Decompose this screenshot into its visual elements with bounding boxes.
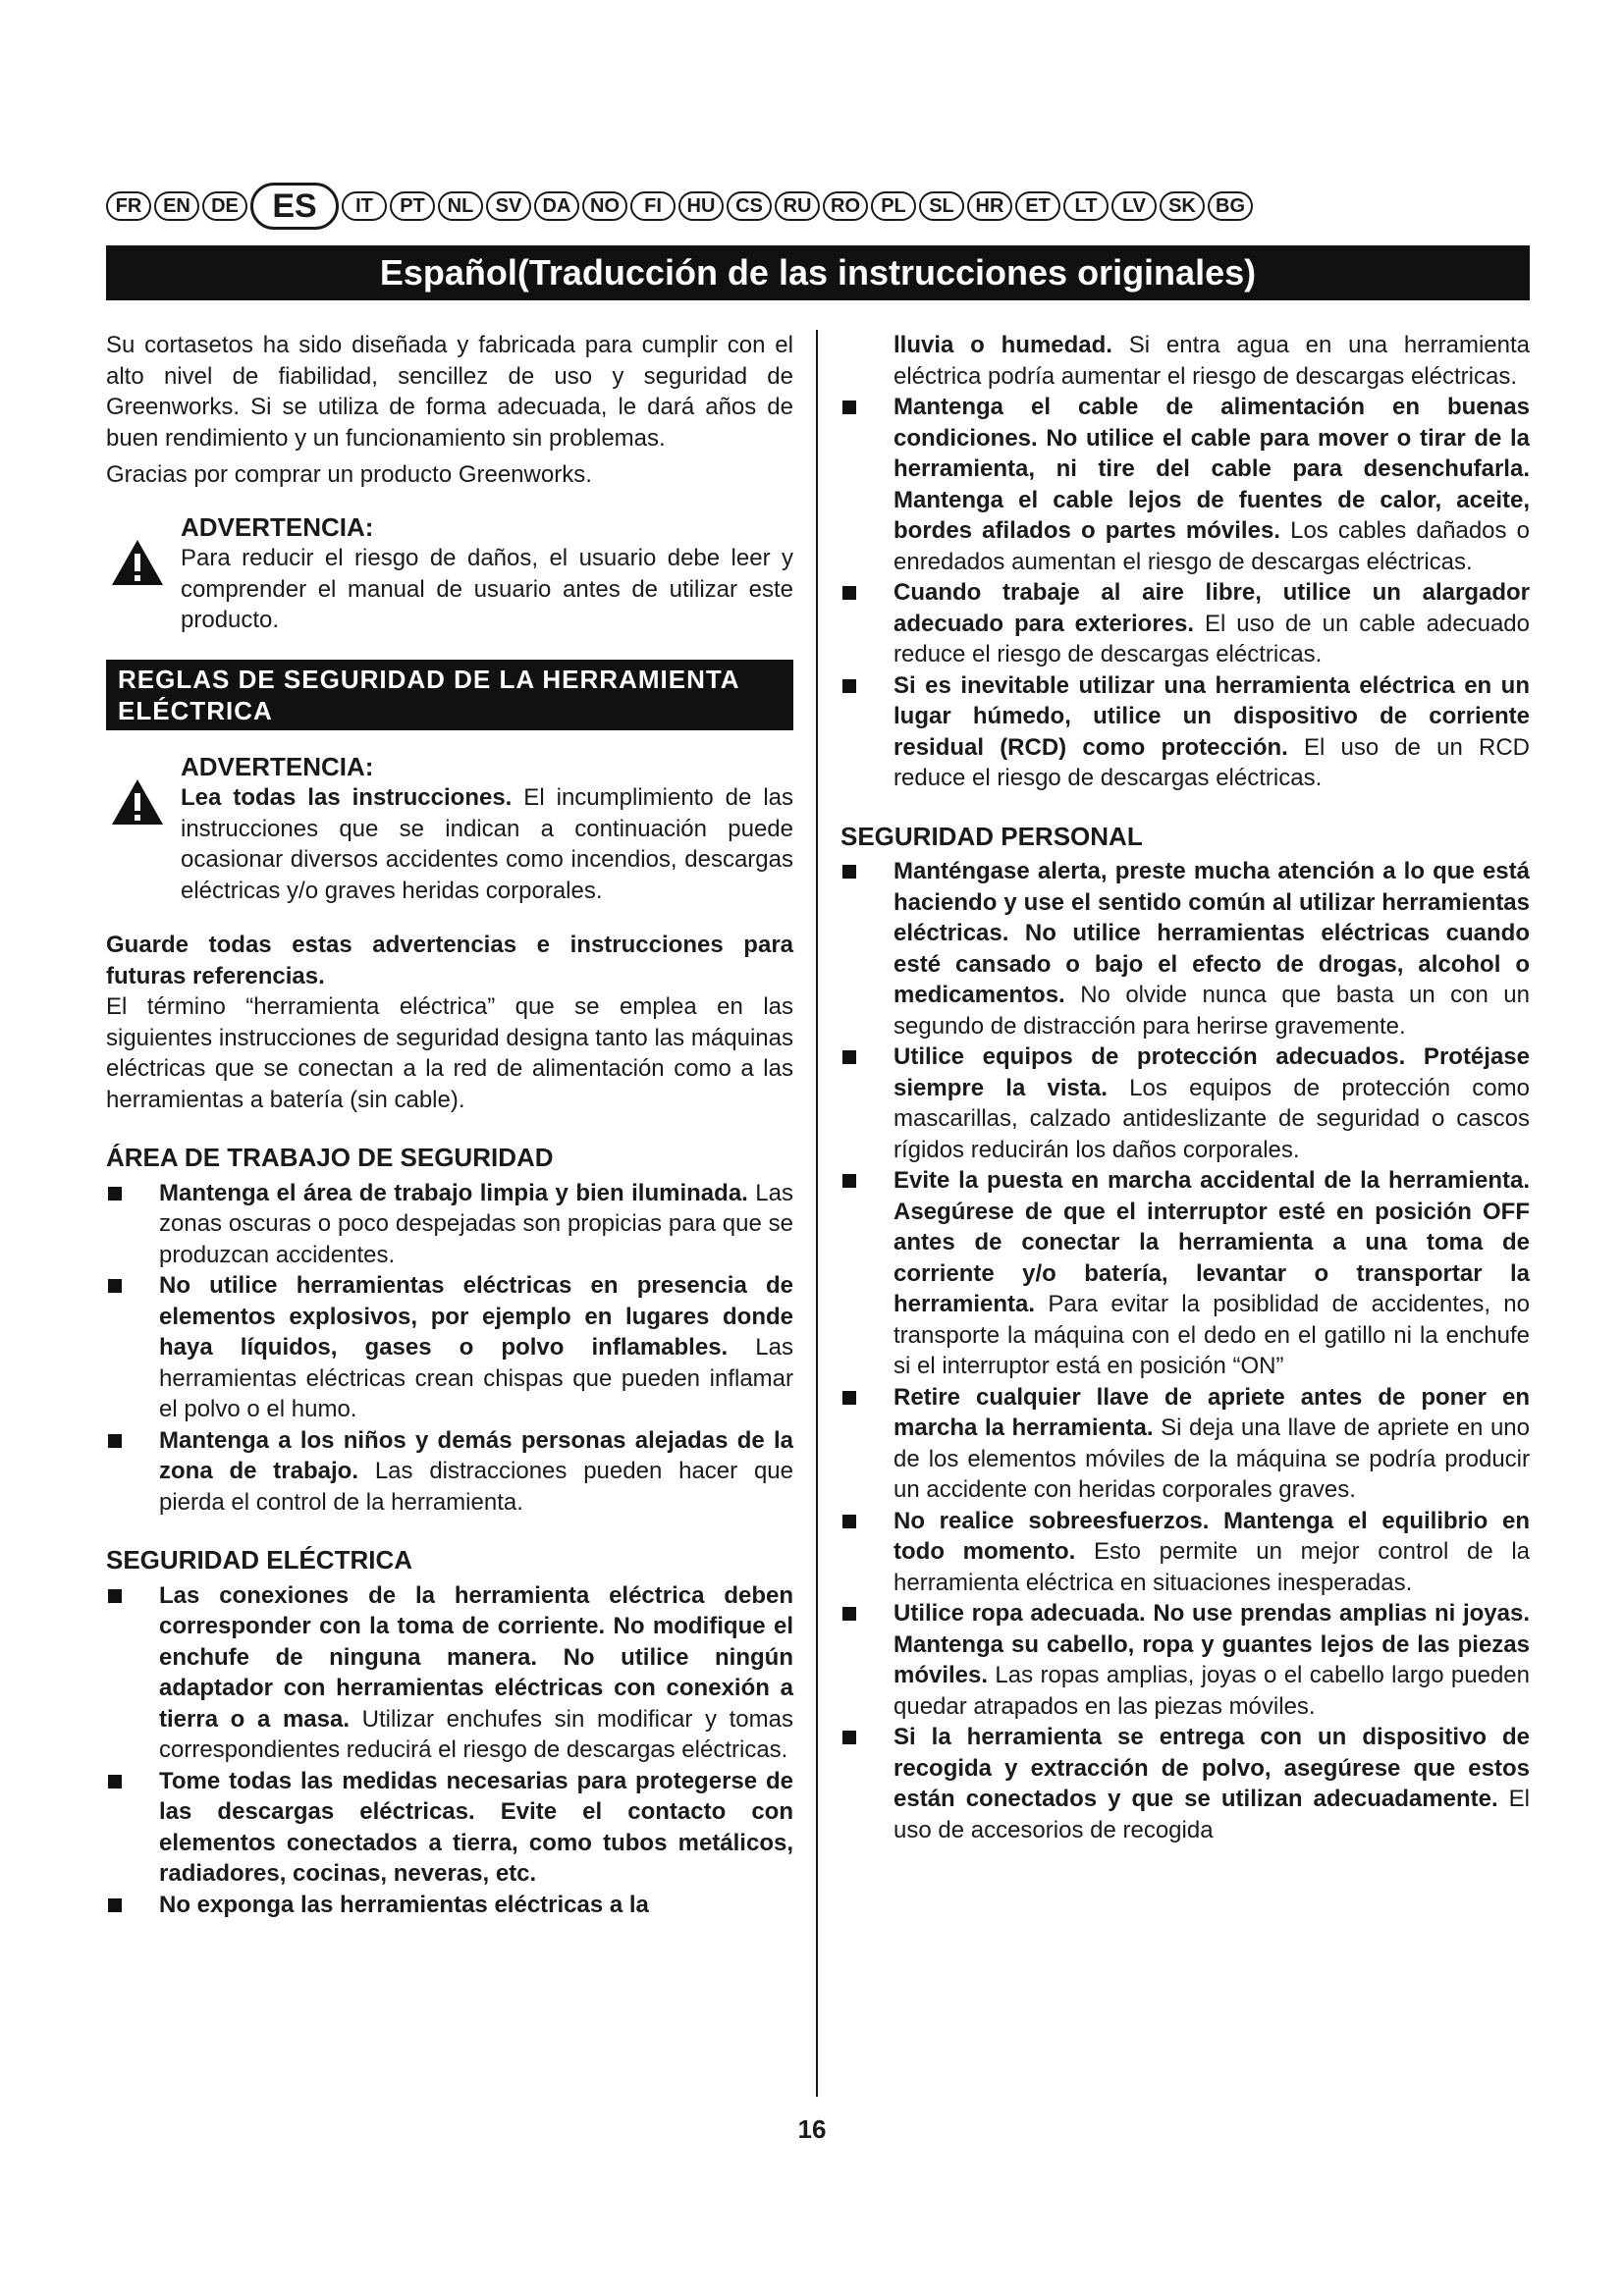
list-item: Mantenga el área de trabajo limpia y bien iluminada. Las zonas oscuras o poco despejadas son propicias para que se produzcan accidentes. <box>106 1178 793 1271</box>
bullet-icon <box>108 1279 122 1293</box>
lang-tab-hr[interactable]: HR <box>967 191 1012 221</box>
lang-tab-pt[interactable]: PT <box>390 191 435 221</box>
column-divider <box>816 330 818 2097</box>
warning-text: Para reducir el riesgo de daños, el usuario debe leer y comprender el manual de usuario antes de utilizar este producto. <box>181 545 793 633</box>
lang-tab-pl[interactable]: PL <box>871 191 916 221</box>
lang-tab-it[interactable]: IT <box>342 191 387 221</box>
list-item: No realice sobreesfuerzos. Mantenga el equilibrio en todo momento. Esto permite un mejor control de la herramienta eléctrica en situaciones inesperadas. <box>840 1506 1530 1599</box>
list-item: Mantenga a los niños y demás personas alejadas de la zona de trabajo. Las distracciones pueden hacer que pierda el control de la herramienta. <box>106 1425 793 1519</box>
list-item: Utilice ropa adecuada. No use prendas amplias ni joyas. Mantenga su cabello, ropa y guantes lejos de las piezas móviles. Las ropas amplias, joyas o el cabello largo pueden quedar atrapados en las piezas móviles. <box>840 1598 1530 1722</box>
electric-safety-heading: SEGURIDAD ELÉCTRICA <box>106 1545 413 1575</box>
lang-tab-es-active[interactable]: ES <box>250 183 339 230</box>
bullet-icon <box>842 1607 856 1621</box>
bullet-icon <box>842 1731 856 1744</box>
bullet-icon <box>842 1050 856 1064</box>
list-item: Mantenga el cable de alimentación en buenas condiciones. No utilice el cable para mover o tirar de la herramienta, ni tire del cable para desenchufarla. Mantenga el cable lejos de fuentes de calor, aceite, bordes afilados o partes móviles. Los cables dañados o enredados aumentan el riesgo de descargas eléctricas. <box>840 392 1530 577</box>
bullet-icon <box>108 1775 122 1789</box>
right-column <box>840 330 1530 1845</box>
lang-tab-da[interactable]: DA <box>534 191 579 221</box>
lang-tab-hu[interactable]: HU <box>678 191 724 221</box>
list-item: No exponga las herramientas eléctricas a la <box>106 1890 793 1921</box>
bullet-icon <box>842 400 856 414</box>
lang-tab-ro[interactable]: RO <box>823 191 868 221</box>
bullet-icon <box>842 1174 856 1188</box>
personal-safety-heading: SEGURIDAD PERSONAL <box>840 821 1143 851</box>
list-item: Evite la puesta en marcha accidental de la herramienta. Asegúrese de que el interruptor esté en posición OFF antes de conectar la herramienta a una toma de corriente y/o batería, levantar o transportar la herramienta. Para evitar la posiblidad de accidentes, no transporte la máquina con el dedo en el gatillo ni la enchufe si el interruptor está en posición “ON” <box>840 1165 1530 1382</box>
intro-paragraph: Su cortasetos ha sido diseñada y fabricada para cumplir con el alto nivel de fiabilidad, sencillez de uso y seguridad de Greenworks. Si se utiliza de forma adecuada, le dará años de buen rendimiento y un funcionamiento sin problemas. <box>106 332 793 452</box>
lang-tab-en[interactable]: EN <box>154 191 199 221</box>
lang-tab-fi[interactable]: FI <box>630 191 676 221</box>
personal-safety-list <box>840 856 1530 1845</box>
continued-item: lluvia o humedad. Si entra agua en una herramienta eléctrica podría aumentar el riesgo de descargas eléctricas. <box>893 332 1530 390</box>
list-item: Utilice equipos de protección adecuados. Protéjase siempre la vista. Los equipos de protección como mascarillas, calzado antideslizante de seguridad o cascos rígidos reducirán los daños corporales. <box>840 1041 1530 1165</box>
page-title: Español(Traducción de las instrucciones originales) <box>106 245 1530 300</box>
list-item: Si es inevitable utilizar una herramienta eléctrica en un lugar húmedo, utilice un dispositivo de corriente residual (RCD) como protección. El uso de un RCD reduce el riesgo de descargas eléctricas. <box>840 670 1530 794</box>
page-number: 16 <box>797 2114 827 2144</box>
lang-tab-sl[interactable]: SL <box>919 191 964 221</box>
warning-title: ADVERTENCIA: <box>181 511 374 542</box>
lang-tab-fr[interactable]: FR <box>106 191 151 221</box>
list-item: Manténgase alerta, preste mucha atención a lo que está haciendo y use el sentido común al utilizar herramientas eléctricas. No utilice herramientas eléctricas cuando esté cansado o bajo el efecto de drogas, alcohol o medicamentos. No olvide nunca que basta un con un segundo de distracción para herirse gravemente. <box>840 856 1530 1041</box>
lang-tab-de[interactable]: DE <box>202 191 247 221</box>
list-item: Tome todas las medidas necesarias para protegerse de las descargas eléctricas. Evite el contacto con elementos conectados a tierra, como tubos metálicos, radiadores, cocinas, neveras, etc. <box>106 1766 793 1890</box>
warning-triangle-icon <box>110 777 165 827</box>
list-item: Retire cualquier llave de apriete antes de poner en marcha la herramienta. Si deja una llave de apriete en uno de los elementos móviles de la máquina se podría producir un accidente con heridas corporales graves. <box>840 1382 1530 1506</box>
list-item: Cuando trabaje al aire libre, utilice un alargador adecuado para exteriores. El uso de un cable adecuado reduce el riesgo de descargas eléctricas. <box>840 577 1530 670</box>
lang-tab-sv[interactable]: SV <box>486 191 531 221</box>
warning-title: ADVERTENCIA: <box>181 751 374 781</box>
electric-safety-list <box>106 1580 793 1921</box>
list-item: Si la herramienta se entrega con un dispositivo de recogida y extracción de polvo, asegúrese que estos están conectados y que se utilizan adecuadamente. El uso de accesorios de recogida <box>840 1722 1530 1845</box>
bullet-icon <box>108 1434 122 1448</box>
lang-tab-et[interactable]: ET <box>1015 191 1060 221</box>
list-item: Las conexiones de la herramienta eléctrica deben corresponder con la toma de corriente. No modifique el enchufe de ninguna manera. No utilice ningún adaptador con herramientas eléctricas con conexión a tierra o a masa. Utilizar enchufes sin modificar y tomas correspondientes reducirá el riesgo de descargas eléctricas. <box>106 1580 793 1766</box>
lang-tab-lt[interactable]: LT <box>1063 191 1109 221</box>
electric-safety-list-continued <box>840 392 1530 794</box>
warning-triangle-icon <box>110 538 165 587</box>
lang-tab-bg[interactable]: BG <box>1208 191 1253 221</box>
lang-tab-no[interactable]: NO <box>582 191 627 221</box>
save-instructions-text: El término “herramienta eléctrica” que se emplea en las siguientes instrucciones de seguridad designa tanto las máquinas eléctricas que se conectan a la red de alimentación como a las herramientas a batería (sin cable). <box>106 993 793 1113</box>
bullet-icon <box>842 679 856 693</box>
lang-tab-nl[interactable]: NL <box>438 191 483 221</box>
save-instructions-bold: Guarde todas estas advertencias e instrucciones para futuras referencias. <box>106 932 793 989</box>
language-tabs <box>106 183 1530 230</box>
lang-tab-ru[interactable]: RU <box>775 191 820 221</box>
lang-tab-sk[interactable]: SK <box>1160 191 1205 221</box>
bullet-icon <box>108 1187 122 1201</box>
lang-tab-lv[interactable]: LV <box>1111 191 1157 221</box>
warning-text: Lea todas las instrucciones. El incumplimiento de las instrucciones que se indican a continuación puede ocasionar diversos accidentes como incendios, descargas eléctricas y/o graves heridas corporales. <box>181 784 793 904</box>
work-area-heading: ÁREA DE TRABAJO DE SEGURIDAD <box>106 1143 554 1172</box>
bullet-icon <box>842 1391 856 1405</box>
lang-tab-cs[interactable]: CS <box>727 191 772 221</box>
bullet-icon <box>108 1898 122 1912</box>
bullet-icon <box>108 1589 122 1603</box>
thanks-paragraph: Gracias por comprar un producto Greenworks. <box>106 461 592 488</box>
left-column <box>106 330 793 1920</box>
work-area-list <box>106 1178 793 1519</box>
warning-block-2 <box>106 752 793 907</box>
list-item: No utilice herramientas eléctricas en presencia de elementos explosivos, por ejemplo en lugares donde haya líquidos, gases o polvo inflamables. Las herramientas eléctricas crean chispas que pueden inflamar el polvo o el humo. <box>106 1270 793 1425</box>
bullet-icon <box>842 865 856 879</box>
warning-block-1 <box>106 512 793 636</box>
bullet-icon <box>842 586 856 600</box>
bullet-icon <box>842 1515 856 1528</box>
section-banner-safety-rules: REGLAS DE SEGURIDAD DE LA HERRAMIENTA ELÉCTRICA <box>106 660 793 730</box>
intro <box>106 330 793 491</box>
